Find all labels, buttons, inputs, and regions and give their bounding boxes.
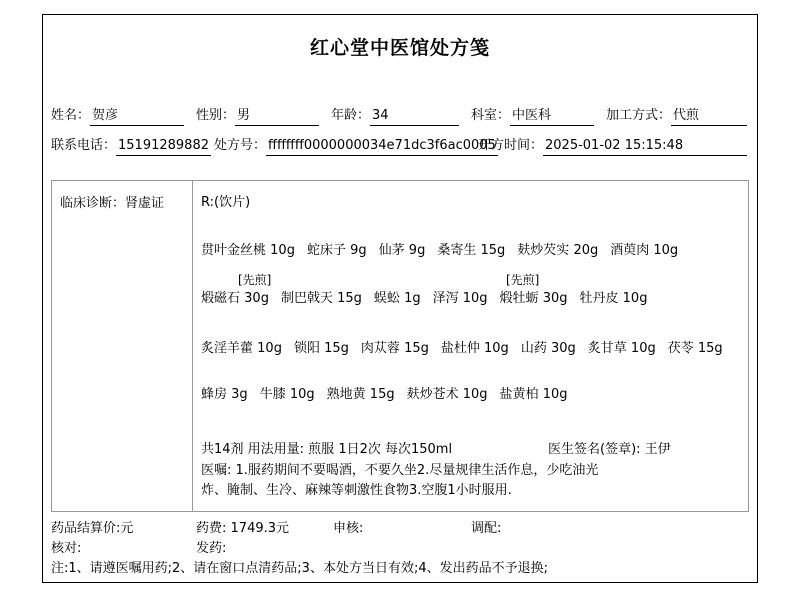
medication-dose: 15g — [480, 243, 506, 258]
prescription-time-value: 2025-01-02 15:15:48 — [543, 137, 747, 156]
prescription-time-label: 开方时间： — [478, 138, 544, 153]
medication-name: 茯苓 — [667, 341, 694, 356]
medication-name: 制巴戟天 — [280, 291, 333, 306]
dispense-label: 调配: — [471, 521, 502, 536]
patient-info-row-2 — [51, 137, 749, 156]
medication-dose: 10g — [462, 387, 488, 402]
processing-method-value: 代煎 — [671, 107, 747, 126]
medication-name: 蜈蚣 — [373, 291, 400, 306]
medication-dose: 10g — [542, 387, 568, 402]
medication-item — [580, 291, 648, 306]
medication-name: 贯叶金丝桃 — [201, 243, 267, 258]
prescription-sheet — [42, 14, 758, 583]
patient-department-label: 科室： — [471, 108, 511, 123]
medication-dose: 1g — [404, 291, 421, 306]
medication-item — [521, 341, 576, 356]
medication-item — [201, 387, 248, 402]
medication-name: 牛膝 — [259, 387, 286, 402]
medication-row — [201, 386, 742, 403]
check-label: 核对: — [51, 541, 82, 556]
medication-item — [201, 341, 282, 356]
medication-item — [437, 243, 505, 258]
medication-item — [260, 387, 315, 402]
prescription-main — [193, 181, 748, 511]
medication-item — [307, 243, 367, 258]
patient-department-value: 中医科 — [510, 107, 594, 126]
medication-name: 炙淫羊藿 — [201, 341, 254, 356]
medication-name: 山药 — [520, 341, 547, 356]
medication-dose: 10g — [630, 341, 656, 356]
medication-dose: 10g — [462, 291, 488, 306]
pre-decoct-row — [201, 271, 742, 288]
medication-item — [201, 243, 295, 258]
doctor-name: 王伊 — [644, 442, 671, 457]
medication-item — [588, 341, 656, 356]
medication-dose: 30g — [542, 291, 568, 306]
medication-item — [441, 341, 509, 356]
footer-spacer — [471, 540, 749, 560]
footer-note: 注:1、请遵医嘱用药;2、请在窗口点清药品;3、本处方当日有效;4、发出药品不予退换; — [51, 561, 548, 576]
pre-decoct-label: [先煎] — [506, 273, 540, 287]
processing-method-label: 加工方式： — [606, 108, 672, 123]
prescription-number-value: ffffffff0000000034e71dc3f6ac0005 — [266, 137, 498, 156]
medication-row — [201, 242, 742, 259]
prescription-box — [51, 180, 749, 512]
medication-item — [294, 341, 349, 356]
medication-name: 蜂房 — [201, 387, 228, 402]
patient-phone-field — [51, 137, 214, 156]
medication-dose: 15g — [369, 387, 395, 402]
patient-name-field — [51, 107, 196, 126]
medication-name: 煅牡蛎 — [499, 291, 539, 306]
medication-item — [327, 387, 395, 402]
prescription-number-field — [214, 137, 496, 156]
medication-name: 炙甘草 — [587, 341, 627, 356]
medication-item — [610, 243, 678, 258]
patient-name-value: 贺彦 — [90, 107, 184, 126]
medication-name: 泽泻 — [432, 291, 459, 306]
medication-name: 牡丹皮 — [579, 291, 619, 306]
medication-dose: 20g — [573, 243, 599, 258]
medication-item — [517, 243, 598, 258]
medication-name: 麸炒苍术 — [406, 387, 459, 402]
medication-name: 锁阳 — [293, 341, 320, 356]
medication-row — [201, 290, 742, 307]
patient-phone-label: 联系电话： — [51, 138, 117, 153]
fee-value: 1749.3元 — [230, 521, 290, 536]
medication-dose: 9g — [350, 243, 367, 258]
medication-item — [500, 291, 568, 306]
medication-name: 蛇床子 — [306, 243, 346, 258]
prescription-time-field — [478, 137, 749, 156]
patient-phone-value: 15191289882 — [116, 137, 211, 156]
medication-item — [361, 341, 429, 356]
medication-name: 盐杜仲 — [440, 341, 480, 356]
patient-name-label: 姓名： — [51, 108, 91, 123]
footer-spacer — [333, 540, 471, 560]
medication-dose: 10g — [257, 341, 282, 356]
dosage-row — [201, 441, 742, 458]
medication-item — [407, 387, 488, 402]
medication-rows — [201, 242, 742, 403]
diagnosis-cell — [52, 181, 193, 511]
medication-name: 肉苁蓉 — [360, 341, 400, 356]
medication-dose: 9g — [408, 243, 426, 258]
patient-age-field — [331, 107, 471, 126]
medication-dose: 15g — [404, 341, 429, 356]
settle-price-label: 药品结算价:元 — [51, 521, 134, 536]
doctor-signature-label: 医生签名(签章): — [548, 442, 641, 457]
rx-header: R:(饮片) — [201, 195, 251, 210]
medication-item — [500, 387, 568, 402]
medication-name: 熟地黄 — [326, 387, 366, 402]
issue-label: 发药: — [196, 541, 227, 556]
medication-dose: 3g — [231, 387, 248, 402]
medication-row — [201, 340, 742, 357]
page-title: 红心堂中医馆处方笺 — [309, 37, 490, 59]
medication-name: 煅磁石 — [201, 291, 241, 306]
medication-name: 麸炒芡实 — [517, 243, 570, 258]
medication-item — [379, 243, 426, 258]
medication-item — [433, 291, 488, 306]
patient-gender-label: 性别： — [196, 108, 236, 123]
medication-dose: 15g — [324, 341, 349, 356]
medication-dose: 10g — [622, 291, 648, 306]
processing-method-field — [606, 107, 749, 126]
medication-name: 仙茅 — [378, 243, 405, 258]
medication-name: 盐黄柏 — [499, 387, 539, 402]
medication-item — [374, 291, 421, 306]
medical-advice-line-2: 炸、腌制、生冷、麻辣等刺激性食物3.空腹1小时服用. — [201, 483, 512, 498]
medication-dose: 15g — [337, 291, 362, 306]
medication-dose: 15g — [697, 341, 723, 356]
medication-dose: 10g — [653, 243, 679, 258]
patient-info — [51, 107, 749, 156]
patient-gender-value: 男 — [235, 107, 319, 126]
fee-field — [196, 520, 333, 540]
pre-decoct-label: [先煎] — [238, 273, 272, 287]
doctor-signature — [548, 441, 671, 458]
medication-dose: 10g — [289, 387, 315, 402]
medication-name: 酒萸肉 — [610, 243, 650, 258]
medication-dose: 10g — [270, 243, 295, 258]
diagnosis-value: 肾虚证 — [125, 196, 165, 211]
patient-age-label: 年龄： — [331, 108, 371, 123]
medical-advice-line-1: 医嘱: 1.服药期间不要喝酒，不要久坐2.尽量规律生活作息，少吃油光 — [201, 463, 599, 478]
patient-info-row-1 — [51, 107, 749, 126]
medication-item — [668, 341, 723, 356]
patient-age-value: 34 — [370, 107, 459, 126]
medication-name: 桑寄生 — [437, 243, 477, 258]
medication-dose: 30g — [244, 291, 269, 306]
medication-item — [281, 291, 362, 306]
dosage-text: 共14剂 用法用量: 煎服 1日2次 每次150ml — [201, 442, 453, 457]
prescription-number-label: 处方号： — [214, 138, 267, 153]
patient-gender-field — [196, 107, 331, 126]
footer — [51, 520, 749, 580]
review-label: 申核: — [333, 521, 364, 536]
diagnosis-label: 临床诊断： — [60, 196, 126, 211]
patient-department-field — [471, 107, 606, 126]
medication-dose: 10g — [484, 341, 509, 356]
fee-label: 药费: — [196, 521, 227, 536]
medication-dose: 30g — [550, 341, 576, 356]
medication-item — [201, 291, 269, 306]
